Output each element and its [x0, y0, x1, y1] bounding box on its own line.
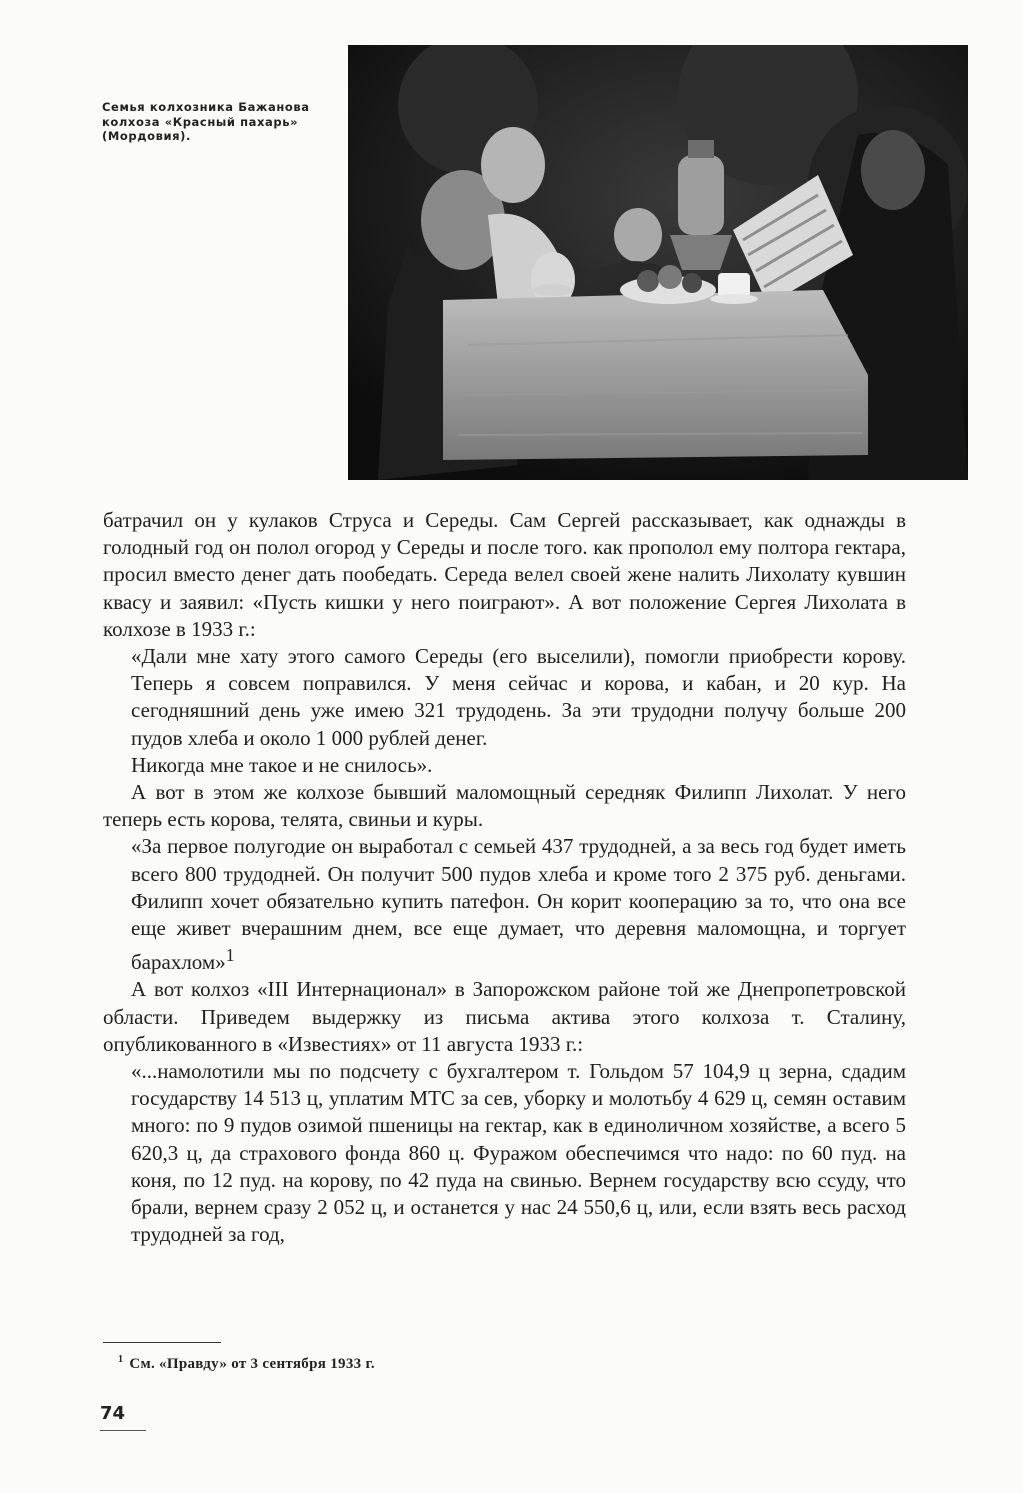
footnote-text: См. «Правду» от 3 сентября 1933 г. — [129, 1356, 375, 1372]
quote-1-end: Никогда мне такое и не снилось». — [131, 752, 433, 777]
quote-1: «Дали мне хату этого самого Середы (его выселили), помогли приобрести корову. Теперь я совсем поправился. У меня сейчас и корова, и кабан, и 20 кур. На сегодняшний день уже имею 321 трудодень. За эти трудодни получу больше 200 пудов хлеба и около 1 000 рублей денег. — [131, 644, 906, 750]
caption-line-2: колхоза «Красный пахарь» — [102, 114, 299, 129]
paragraph-2: А вот в этом же колхозе бывший маломощный середняк Филипп Лихолат. У него теперь есть корова, телята, свиньи и куры. — [103, 780, 906, 832]
footnote — [118, 1354, 375, 1373]
caption-line-3: (Мордовия). — [102, 129, 191, 143]
paragraph-3: А вот колхоз «III Интернационал» в Запорожском районе той же Днепропетровской области. Приведем выдержку из письма актива этого колхоза т. Сталину, опубликованного в «Известиях» от 11 августа 1933 г.: — [103, 977, 906, 1056]
footnote-ref: 1 — [225, 945, 235, 966]
caption-line-1: Семья колхозника Бажанова — [102, 100, 310, 114]
page-number: 74 — [100, 1403, 126, 1424]
photo-caption — [102, 100, 342, 144]
quote-2-text: «За первое полугодие он выработал с семьей 437 трудодней, а за весь год будет иметь всего 800 трудодней. Он получит 500 пудов хлеба и кроме того 2 375 руб. деньгами. Филипп хочет обязательно купить патефон. Он корит кооперацию за то, что она все еще живет вчерашним днем, все еще думает, что деревня маломощна, и торгует барахлом» — [131, 834, 906, 975]
family-at-table-illustration — [348, 45, 968, 480]
footnote-rule — [103, 1342, 221, 1343]
quote-2 — [103, 833, 906, 976]
body-text — [103, 507, 906, 1248]
page-number-underline — [100, 1430, 146, 1431]
quote-3: «...намолотили мы по подсчету с бухгалтером т. Гольдом 57 104,9 ц зерна, сдадим государству 14 513 ц, уплатим МТС за сев, уборку и молотьбу 4 629 ц, семян оставим много: по 9 пудов озимой пшеницы на гектар, как в единоличном хозяйстве, а всего 5 620,3 ц, да страхового фонда 860 ц. Фуражом обеспечимся что надо: по 60 пуд. на коня, по 12 пуд. на корову, по 42 пуда на свинью. Вернем государству всю ссуду, что брали, вернем сразу 2 052 ц, и останется у нас 24 550,6 ц, или, если взять весь расход трудодней за год, — [131, 1059, 906, 1247]
family-photo — [348, 45, 968, 480]
paragraph-1: батрачил он у кулаков Струса и Середы. Сам Сергей рассказывает, как однажды в голодный год он полол огород у Середы и после того. как прополол ему полтора гектара, просил вместо денег дать пообедать. Середа велел своей жене налить Лихолату кувшин квасу и заявил: «Пусть кишки у него поиграют». А вот положение Сергея Лихолата в колхозе в 1933 г.: — [103, 508, 906, 641]
footnote-marker: 1 — [118, 1354, 124, 1365]
